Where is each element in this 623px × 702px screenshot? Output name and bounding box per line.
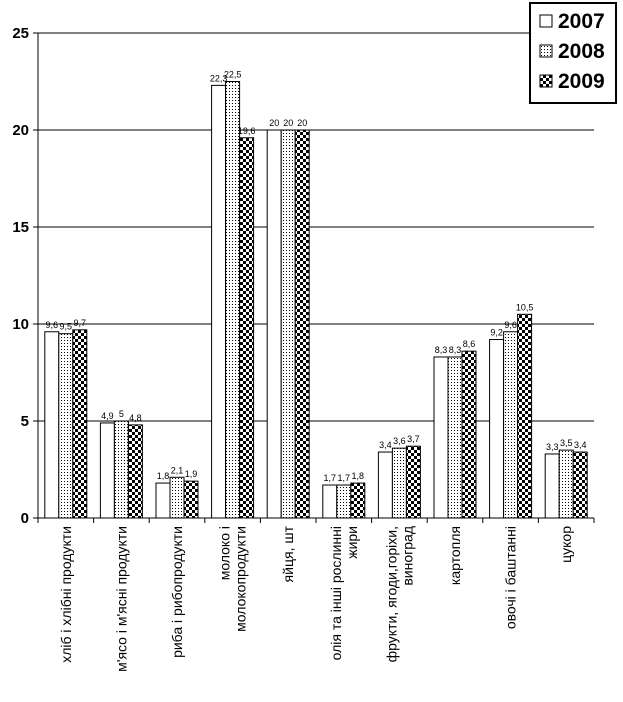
bar — [351, 483, 365, 518]
legend — [530, 3, 616, 103]
data-label: 1,7 — [323, 473, 337, 484]
data-label: 9,6 — [504, 319, 517, 330]
category-label — [280, 525, 296, 582]
data-label: 19,6 — [237, 125, 256, 136]
category-label — [113, 526, 129, 672]
bar — [573, 452, 587, 518]
bar — [392, 448, 406, 518]
data-label: 2,1 — [170, 465, 184, 476]
bar — [170, 477, 184, 518]
category-label-line: олія та інші рослинні — [327, 526, 344, 661]
bar — [559, 450, 573, 518]
bar — [240, 138, 254, 518]
y-tick-labels — [12, 25, 29, 527]
category-label-line: картопля — [447, 526, 463, 586]
bar — [59, 334, 73, 518]
bars — [45, 82, 587, 519]
bar — [281, 130, 295, 518]
legend-swatch — [540, 75, 552, 87]
data-label: 1,8 — [156, 471, 170, 482]
bar — [490, 340, 504, 518]
data-label: 1,8 — [351, 471, 365, 482]
category-label-line: жири — [343, 526, 360, 559]
category-label — [558, 526, 574, 563]
bar — [100, 423, 114, 518]
y-tick-label: 20 — [12, 122, 29, 139]
legend-swatch — [540, 15, 552, 27]
data-label: 8,3 — [434, 344, 448, 355]
category-label — [383, 526, 415, 662]
category-label-line: овочі і баштанні — [502, 526, 519, 630]
data-label: 3,6 — [393, 436, 406, 447]
bar — [295, 130, 309, 518]
bar — [448, 357, 462, 518]
bar — [267, 130, 281, 518]
category-label-line: фрукти, ягоди,горіхи, — [383, 526, 400, 663]
bar — [545, 454, 559, 518]
data-label: 3,4 — [379, 440, 392, 451]
legend-label: 2008 — [558, 40, 605, 63]
data-label: 9,6 — [45, 319, 59, 330]
y-tick-label: 15 — [12, 219, 29, 236]
category-label-line: цукор — [558, 526, 575, 563]
data-label: 20 — [269, 118, 280, 128]
data-label: 3,3 — [545, 441, 559, 452]
category-labels — [58, 525, 574, 671]
bar — [462, 351, 476, 518]
data-label: 8,3 — [448, 344, 462, 355]
data-label: 3,7 — [407, 434, 420, 445]
category-label — [58, 526, 74, 663]
category-label-line: м'ясо і м'ясні продукти — [113, 526, 130, 672]
y-tick-label: 5 — [20, 413, 29, 430]
category-label-line: виноград — [399, 526, 416, 586]
bar — [378, 452, 392, 518]
legend-swatch — [540, 45, 552, 57]
category-label — [169, 526, 185, 658]
category-label — [503, 526, 519, 629]
bar — [114, 421, 128, 518]
bar — [184, 481, 198, 518]
bar — [406, 446, 420, 518]
data-label: 20 — [283, 118, 294, 128]
data-label: 22,3 — [209, 73, 228, 84]
category-label-line: молоко і — [216, 526, 233, 581]
data-label: 9,7 — [73, 317, 87, 328]
category-label — [328, 526, 360, 660]
data-label: 1,9 — [184, 469, 198, 480]
data-label: 9,5 — [59, 321, 73, 332]
legend-label: 2009 — [558, 70, 605, 93]
category-label-line: яйця, шт — [280, 526, 297, 583]
y-tick-label: 25 — [12, 25, 29, 42]
data-label: 22,5 — [223, 69, 242, 80]
bar — [434, 357, 448, 518]
data-label: 5 — [118, 409, 124, 419]
bar — [156, 483, 170, 518]
category-label-line: риба і рибопродукти — [169, 526, 185, 658]
bar — [212, 85, 226, 518]
bar — [73, 330, 87, 518]
category-label — [447, 526, 463, 585]
data-label: 9,2 — [490, 327, 503, 338]
data-label: 4,9 — [101, 410, 114, 421]
data-label: 10,5 — [515, 302, 534, 313]
data-label: 3,4 — [573, 440, 587, 451]
bar — [518, 314, 532, 518]
bar — [323, 485, 337, 518]
bar — [504, 332, 518, 518]
bar — [128, 425, 142, 518]
category-label-line: молокопродукти — [232, 526, 249, 632]
data-label: 20 — [297, 118, 308, 128]
category-label — [217, 526, 249, 632]
y-tick-label: 10 — [12, 316, 29, 333]
legend-label: 2007 — [558, 10, 605, 33]
data-label: 8,6 — [462, 339, 476, 350]
data-label: 4,8 — [129, 412, 142, 423]
bar — [226, 82, 240, 519]
bar — [337, 485, 351, 518]
category-label-line: хліб і хлібні продукти — [57, 526, 74, 663]
y-tick-label: 0 — [20, 510, 29, 527]
data-label: 1,7 — [337, 473, 351, 484]
data-label: 3,5 — [559, 438, 573, 449]
bar — [45, 332, 59, 518]
